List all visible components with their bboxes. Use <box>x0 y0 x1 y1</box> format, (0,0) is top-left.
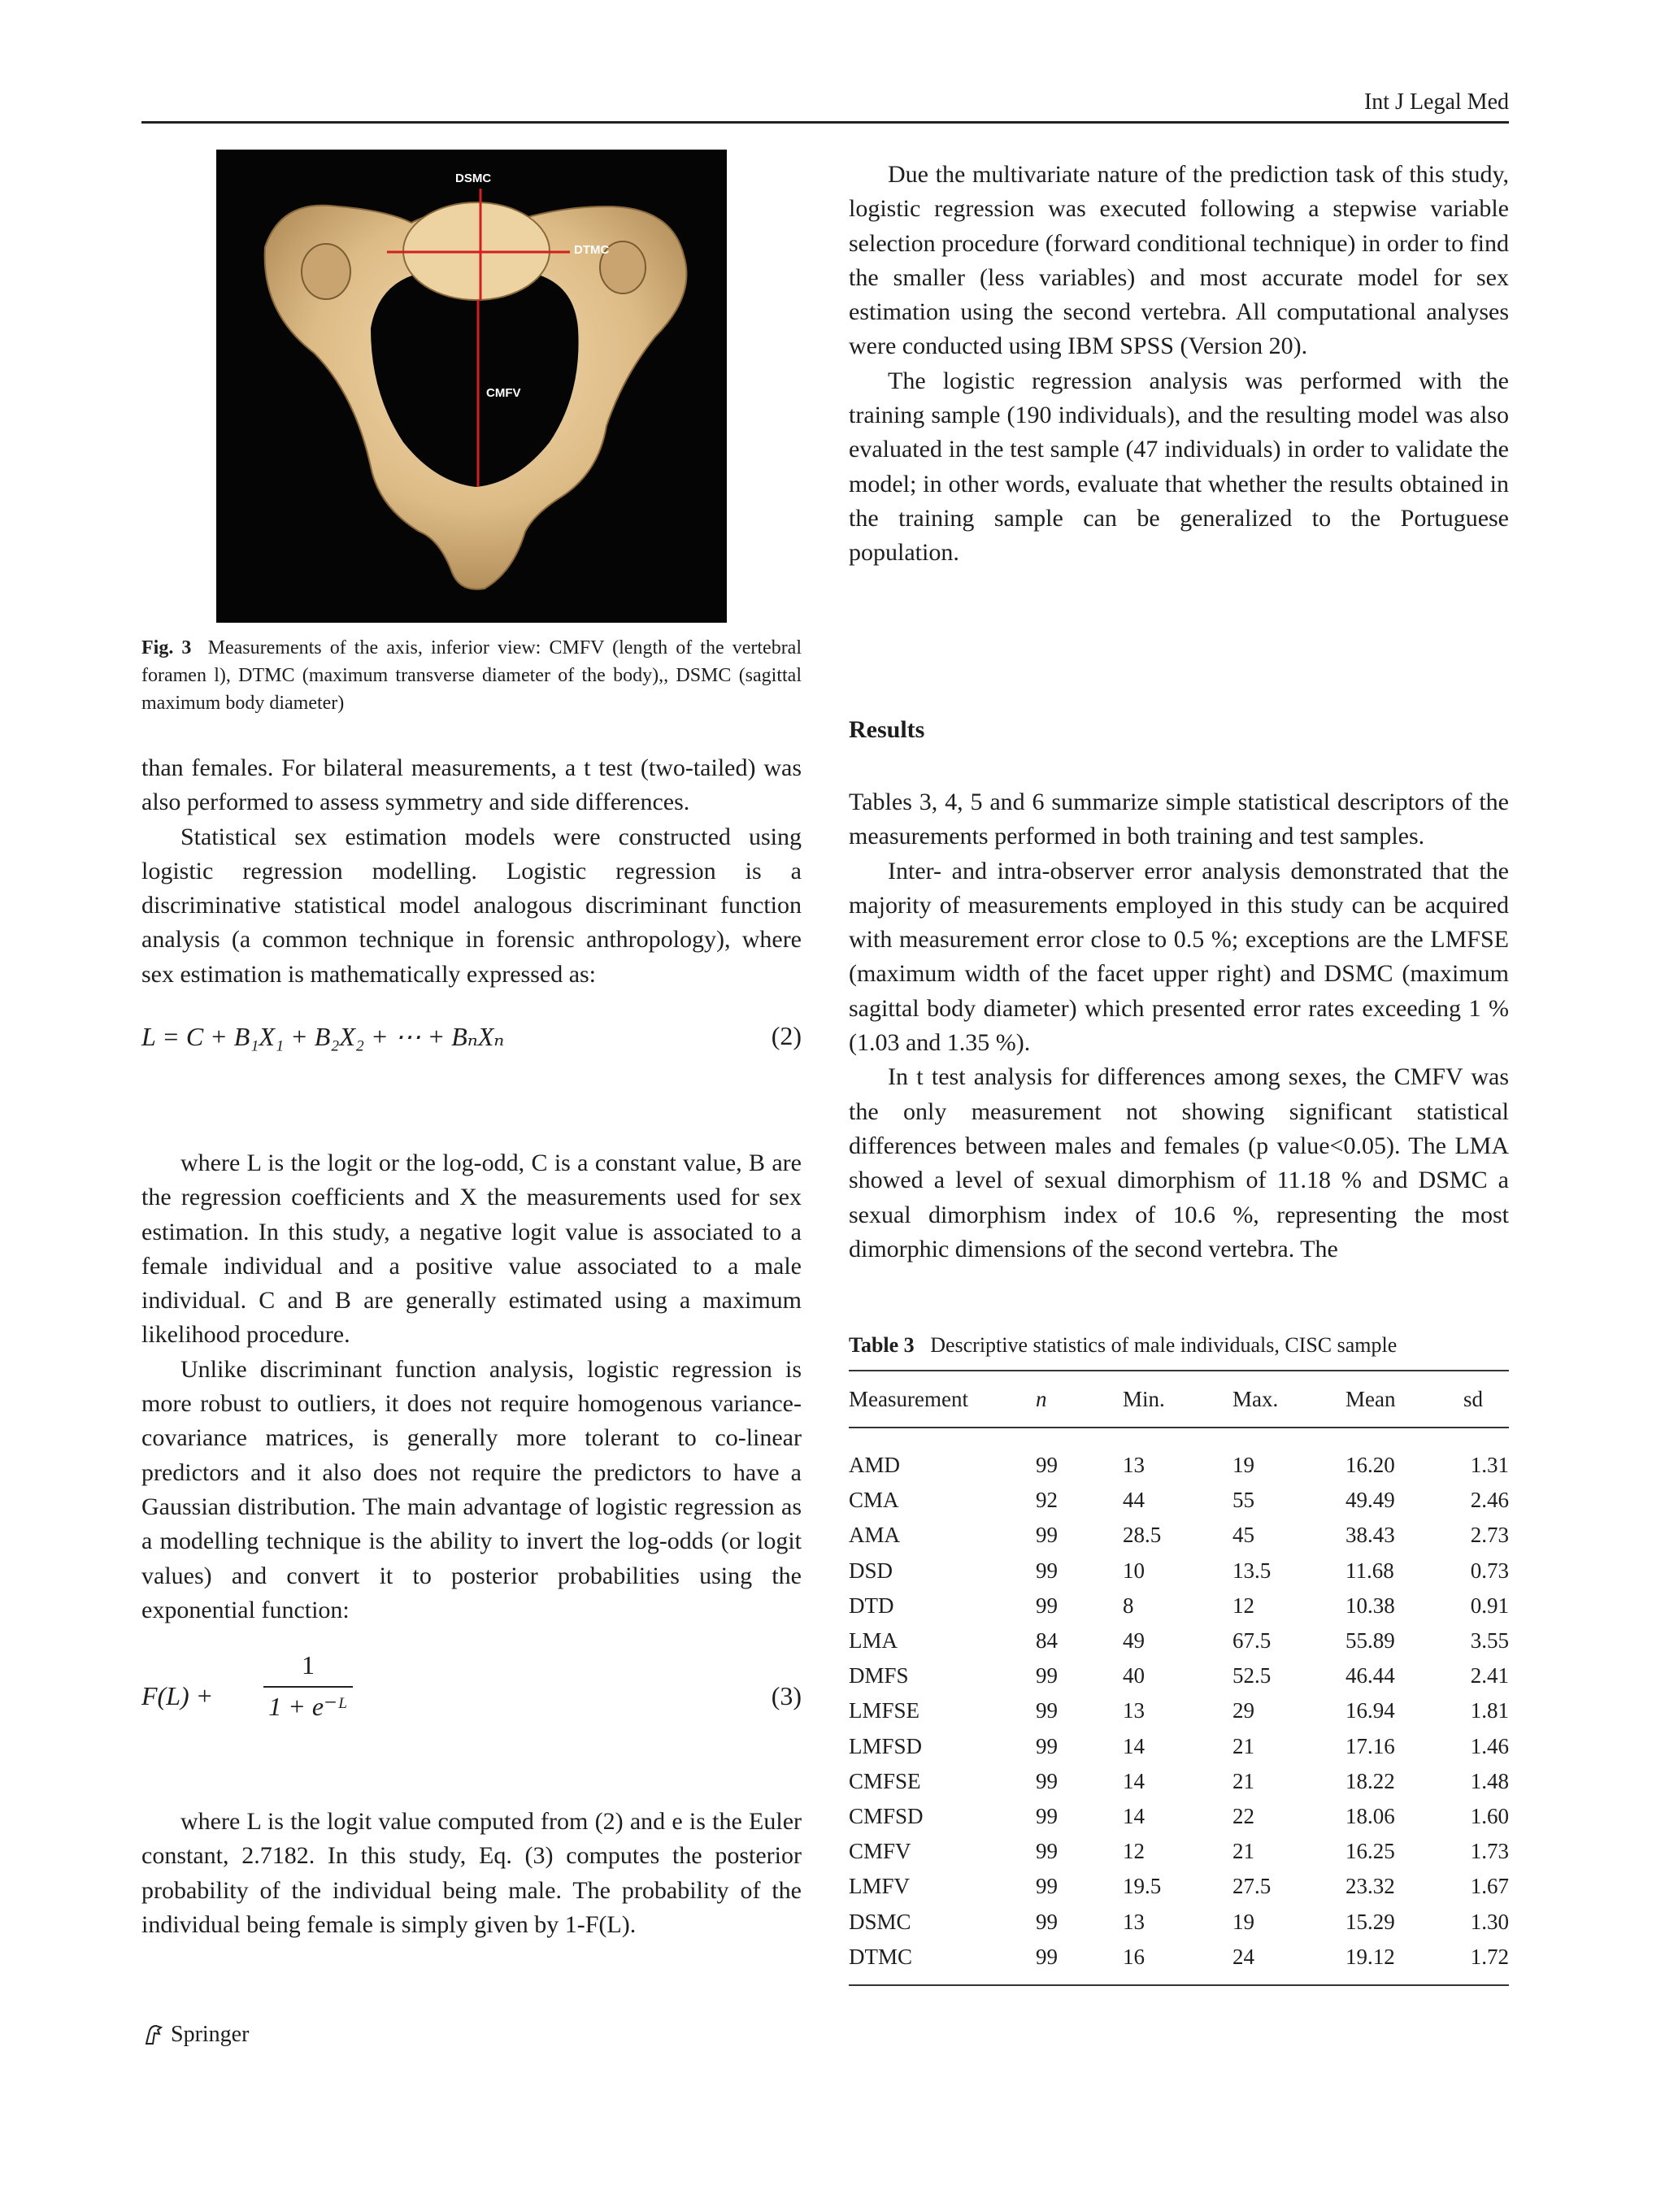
table-row <box>849 1764 1509 1799</box>
table-row <box>849 1554 1509 1588</box>
results-heading: Results <box>849 716 925 743</box>
equation-2-body: L = C + B₁X₁ + B₂X₂ + ⋯ + BₙXₙ <box>141 1022 505 1051</box>
table-row <box>849 1518 1509 1553</box>
dtmc-label: DTMC <box>574 243 610 257</box>
cell: DTMC <box>849 1940 1036 1985</box>
cell: CMFSD <box>849 1803 924 1828</box>
cell: 52.5 <box>1232 1663 1272 1688</box>
table-3-caption <box>849 1333 1509 1358</box>
cell: 21 <box>1232 1839 1254 1864</box>
equation-3-denominator: 1 + e⁻ᴸ <box>268 1692 348 1721</box>
publisher-name: Springer <box>171 2022 250 2047</box>
cell: 19 <box>1232 1453 1254 1478</box>
cell: CMA <box>849 1488 899 1513</box>
table-row <box>849 1834 1509 1869</box>
cell: 14 <box>1123 1803 1145 1828</box>
cell: DTD <box>849 1593 894 1618</box>
cell: 49.49 <box>1345 1488 1395 1513</box>
left-col-block-1 <box>141 751 802 992</box>
cell: CMFSE <box>849 1768 921 1793</box>
cell: 12 <box>1232 1593 1254 1618</box>
equation-3-numerator: 1 <box>302 1650 315 1680</box>
cell: 19 <box>1232 1909 1254 1934</box>
cell: 92 <box>1036 1488 1058 1513</box>
cell: 27.5 <box>1232 1874 1272 1899</box>
cell: 11.68 <box>1345 1558 1394 1583</box>
cell: 16.20 <box>1345 1453 1395 1478</box>
cell: CMFV <box>849 1839 911 1864</box>
cell: 99 <box>1036 1733 1058 1758</box>
cell: 15.29 <box>1345 1909 1395 1934</box>
dsmc-label: DSMC <box>455 172 492 185</box>
cell: 10 <box>1123 1558 1145 1583</box>
right-paragraph-4: Inter- and intra-observer error analysis demonstrated that the majority of measurements employed in this study can be acquired with measurement error close to 0.5 %; exceptions are the LMFSE (maximum width of the facet upper right) and DSMC (maximum sagittal body diameter) which presented error rates exceeding 1 % (1.03 and 1.35 %). <box>849 857 1509 1057</box>
equation-2-number: (2) <box>771 1021 802 1050</box>
cell: 21 <box>1232 1768 1254 1793</box>
cell: 99 <box>1036 1874 1058 1899</box>
right-paragraph-2: The logistic regression analysis was performed with the training sample (190 individuals), and the resulting model was also evaluated in the test sample (47 individuals) in order to validate the model; in other words, evaluate that whether the results obtained in the training sample can be generalized to the Portuguese population. <box>849 367 1509 567</box>
table-row <box>849 1799 1509 1834</box>
header-sd: sd <box>1463 1371 1509 1428</box>
header-mean: Mean <box>1345 1371 1463 1428</box>
header-rule <box>141 121 1509 124</box>
cell: AMD <box>849 1453 901 1478</box>
figure-3-image <box>216 150 727 623</box>
table-row <box>849 1729 1509 1764</box>
cell: 13 <box>1123 1698 1145 1723</box>
cell: 3.55 <box>1470 1628 1509 1654</box>
cell: 24 <box>1232 1940 1345 1985</box>
cell: 10.38 <box>1345 1593 1395 1618</box>
equation-3-number: (3) <box>771 1681 802 1710</box>
cell: 84 <box>1036 1628 1058 1654</box>
cell: 22 <box>1232 1803 1254 1828</box>
cell: AMA <box>849 1523 901 1548</box>
cell: 99 <box>1036 1909 1058 1934</box>
cell: LMA <box>849 1628 898 1654</box>
header-measurement: Measurement <box>849 1371 1036 1428</box>
cell: 18.06 <box>1345 1803 1395 1828</box>
cell: 19.12 <box>1345 1940 1463 1985</box>
publisher-footer <box>141 2022 249 2048</box>
right-col-block-2 <box>849 785 1509 1267</box>
cell: 99 <box>1036 1593 1058 1618</box>
cell: 29 <box>1232 1698 1254 1723</box>
cell: 0.73 <box>1470 1558 1509 1583</box>
cell: 99 <box>1036 1803 1058 1828</box>
cell: DSD <box>849 1558 893 1583</box>
fraction-bar <box>263 1686 353 1688</box>
cell: LMFSD <box>849 1733 923 1758</box>
cell: 16 <box>1123 1940 1232 1985</box>
cell: 14 <box>1123 1733 1145 1758</box>
cell: DMFS <box>849 1663 909 1688</box>
equation-3 <box>141 1650 802 1740</box>
left-paragraph-3: where L is the logit or the log-odd, C is a constant value, B are the regression coefficients and X the measurements used for sex estimation. In this study, a negative logit value is associated to a female individual and a positive value associated to a male individual. C and B are generally estimated using a maximum likelihood procedure. <box>141 1149 802 1349</box>
cell: 17.16 <box>1345 1733 1395 1758</box>
cell: 23.32 <box>1345 1874 1395 1899</box>
journal-name: Int J Legal Med <box>1363 89 1509 115</box>
cell: 16.94 <box>1345 1698 1395 1723</box>
cell: 14 <box>1123 1768 1145 1793</box>
left-col-block-3 <box>141 1805 802 1942</box>
table-row <box>849 1658 1509 1693</box>
cell: 99 <box>1036 1768 1058 1793</box>
table-3 <box>849 1370 1509 1986</box>
left-paragraph-5: where L is the logit value computed from (2) and e is the Euler constant, 2.7182. In this study, Eq. (3) computes the posterior probability of the individual being male. The probability of the individual being female is simply given by 1-F(L). <box>141 1808 802 1938</box>
cell: 19.5 <box>1123 1874 1162 1899</box>
table-row <box>849 1693 1509 1728</box>
cell: 1.81 <box>1470 1698 1509 1723</box>
cell: 1.46 <box>1470 1733 1509 1758</box>
right-paragraph-1: Due the multivariate nature of the prediction task of this study, logistic regression was executed following a stepwise variable selection procedure (forward conditional technique) in order to find the smaller (less variables) and most accurate model for sex estimation using the second vertebra. All computational analyses were conducted using IBM SPSS (Version 20). <box>849 161 1509 360</box>
cell: 40 <box>1123 1663 1145 1688</box>
cell: 45 <box>1232 1523 1254 1548</box>
cell: 99 <box>1036 1940 1123 1985</box>
cell: 44 <box>1123 1488 1145 1513</box>
cell: 0.91 <box>1470 1593 1509 1618</box>
right-col-block-1 <box>849 158 1509 571</box>
table-row <box>849 1904 1509 1939</box>
table-row <box>849 1940 1509 1985</box>
cell: 12 <box>1123 1839 1145 1864</box>
cell: 13 <box>1123 1453 1145 1478</box>
table-3-label: Table 3 <box>849 1333 915 1357</box>
cell: 28.5 <box>1123 1523 1162 1548</box>
left-paragraph-2: Statistical sex estimation models were constructed using logistic regression modelling. Logistic regression is a discriminative statistical model analogous discriminant function analysis (a common technique in forensic anthropology), where sex estimation is mathematically expressed as: <box>141 823 802 988</box>
table-row <box>849 1623 1509 1658</box>
cell: DSMC <box>849 1909 911 1934</box>
header-min: Min. <box>1123 1371 1232 1428</box>
cell: 99 <box>1036 1453 1058 1478</box>
table-header-row <box>849 1371 1509 1428</box>
cell: 16.25 <box>1345 1839 1395 1864</box>
cell: 49 <box>1123 1628 1145 1654</box>
caption-text: Measurements of the axis, inferior view: CMFV (length of the vertebral foramen l), DTMC (maximum transverse diameter of the body),, DSMC (sagittal maximum body diameter) <box>141 637 802 714</box>
table-3-title: Descriptive statistics of male individuals, CISC sample <box>930 1333 1398 1357</box>
cell: 2.46 <box>1470 1488 1509 1513</box>
cell: 38.43 <box>1345 1523 1395 1548</box>
cell: LMFV <box>849 1874 911 1899</box>
cell: 18.22 <box>1345 1768 1395 1793</box>
cell: 46.44 <box>1345 1663 1395 1688</box>
cell: 1.30 <box>1470 1909 1509 1934</box>
equation-2 <box>141 1021 802 1052</box>
cell: 1.72 <box>1463 1940 1509 1985</box>
header-n: n <box>1036 1371 1123 1428</box>
cell: 8 <box>1123 1593 1134 1618</box>
equation-3-lhs: F(L) + <box>141 1681 214 1710</box>
cell: 2.73 <box>1470 1523 1509 1548</box>
figure-3-caption <box>141 634 802 717</box>
cell: 13 <box>1123 1909 1145 1934</box>
cell: 1.48 <box>1470 1768 1509 1793</box>
table-row <box>849 1588 1509 1623</box>
cell: 1.31 <box>1470 1453 1509 1478</box>
cell: 99 <box>1036 1558 1058 1583</box>
cell: 99 <box>1036 1523 1058 1548</box>
cell: 2.41 <box>1470 1663 1509 1688</box>
cell: 99 <box>1036 1663 1058 1688</box>
cell: 21 <box>1232 1733 1254 1758</box>
left-col-block-2 <box>141 1146 802 1627</box>
caption-label: Fig. 3 <box>141 637 192 658</box>
header-max: Max. <box>1232 1371 1345 1428</box>
right-paragraph-5: In t test analysis for differences among sexes, the CMFV was the only measurement not showing significant statistical differences between males and females (p value<0.05). The LMA showed a level of sexual dimorphism of 11.18 % and DSMC a sexual dimorphism index of 10.6 %, representing the most dimorphic dimensions of the second vertebra. The <box>849 1063 1509 1262</box>
cell: 67.5 <box>1232 1628 1272 1654</box>
cell: 1.73 <box>1470 1839 1509 1864</box>
table-row <box>849 1428 1509 1483</box>
cell: 55 <box>1232 1488 1254 1513</box>
table-row <box>849 1483 1509 1518</box>
left-paragraph-1: than females. For bilateral measurements, a t test (two-tailed) was also performed to assess symmetry and side differences. <box>141 754 802 816</box>
cmfv-label: CMFV <box>486 386 521 400</box>
vertebra-illustration <box>216 150 727 623</box>
table-row <box>849 1869 1509 1904</box>
cell: 1.60 <box>1470 1803 1509 1828</box>
springer-horse-icon <box>141 2023 166 2047</box>
cell: 1.67 <box>1470 1874 1509 1899</box>
right-paragraph-3: Tables 3, 4, 5 and 6 summarize simple statistical descriptors of the measurements performed in both training and test samples. <box>849 789 1509 850</box>
left-paragraph-4: Unlike discriminant function analysis, logistic regression is more robust to outliers, it does not require homogenous variance-covariance matrices, is generally more tolerant to co-linear predictors and it also does not require the predictors to have a Gaussian distribution. The main advantage of logistic regression as a modelling technique is the ability to invert the log-odds (or logit values) and convert it to posterior probabilities using the exponential function: <box>141 1355 802 1623</box>
cell: 99 <box>1036 1839 1058 1864</box>
cell: 55.89 <box>1345 1628 1395 1654</box>
cell: 13.5 <box>1232 1558 1272 1583</box>
cell: 99 <box>1036 1698 1058 1723</box>
cell: LMFSE <box>849 1698 920 1723</box>
